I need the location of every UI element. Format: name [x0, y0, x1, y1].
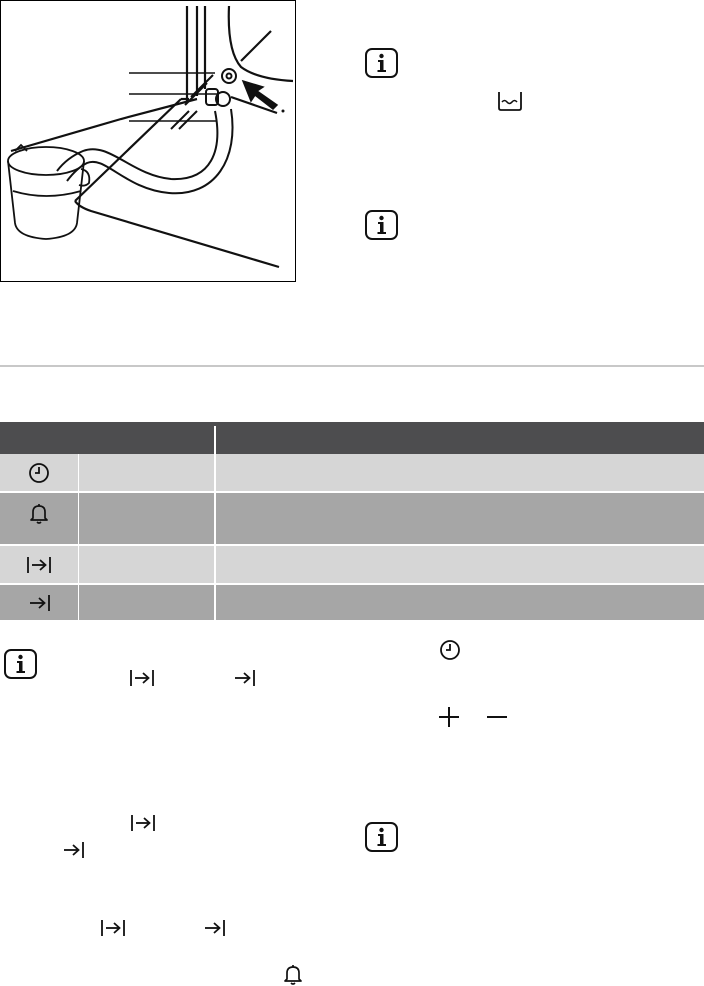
end-time-icon: [232, 668, 256, 688]
duration-icon: [130, 813, 156, 833]
table-row: [0, 493, 704, 544]
duration-icon: [100, 918, 126, 938]
end-time-icon: [0, 585, 78, 620]
table-row: [0, 454, 704, 491]
end-time-icon: [61, 840, 85, 860]
plus-icon: [437, 705, 461, 729]
row-label: [78, 493, 215, 544]
bell-icon: [0, 493, 78, 544]
minus-icon: [485, 705, 509, 729]
table-header: [0, 422, 704, 454]
row-label: [78, 585, 215, 620]
info-icon: [4, 649, 37, 679]
row-label: [78, 454, 215, 491]
row-description: [214, 493, 704, 544]
row-description: [214, 454, 704, 491]
clock-functions-table: [0, 422, 704, 620]
table-row: [0, 546, 704, 583]
header-symbol-cell: [0, 422, 214, 454]
info-icon: [365, 822, 398, 852]
drain-illustration-svg: [1, 1, 295, 281]
water-tray-icon: [497, 90, 523, 112]
header-divider: [214, 426, 216, 454]
duration-icon: [0, 546, 78, 583]
clock-icon: [0, 454, 78, 491]
table-row: [0, 585, 704, 620]
info-icon: [365, 210, 398, 240]
row-description: [214, 585, 704, 620]
info-icon: [365, 48, 398, 78]
drain-illustration: [0, 0, 296, 282]
row-label: [78, 546, 215, 583]
row-description: [214, 546, 704, 583]
section-divider: [0, 365, 704, 367]
bell-icon: [283, 964, 303, 986]
duration-icon: [129, 668, 155, 688]
clock-icon: [439, 639, 461, 661]
end-time-icon: [202, 918, 226, 938]
